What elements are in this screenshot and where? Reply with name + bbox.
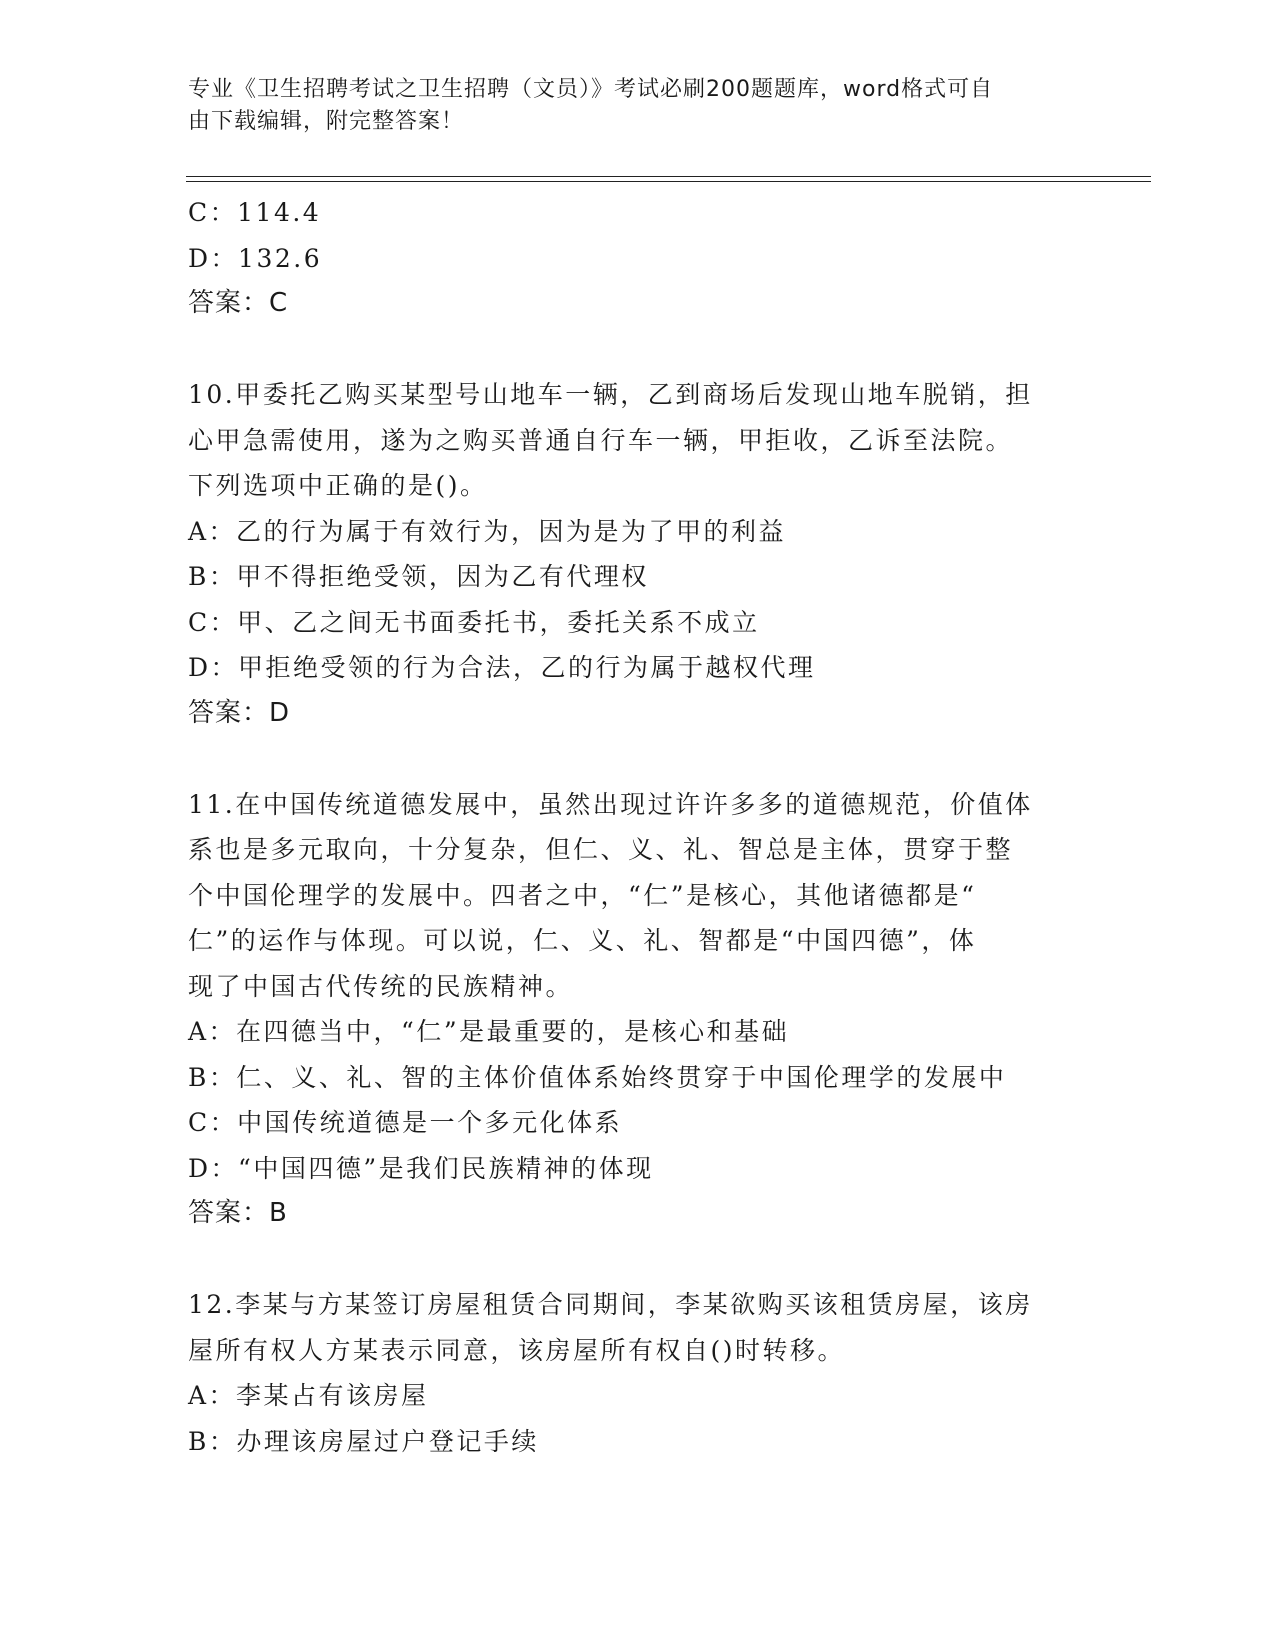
- option-d: D：132.6: [188, 243, 323, 273]
- header-line-1: 专业《卫生招聘考试之卫生招聘（文员）》考试必刷200题题库，word格式可自: [188, 77, 994, 102]
- answer-line: 答案：C: [188, 288, 289, 318]
- question-stem-line: 10.甲委托乙购买某型号山地车一辆，乙到商场后发现山地车脱销，担: [188, 380, 1033, 409]
- header-line-2: 由下载编辑，附完整答案！: [188, 109, 465, 134]
- header-rule-top: [186, 176, 1151, 177]
- question-stem-line: 12.李某与方某签订房屋租赁合同期间，李某欲购买该租赁房屋，该房: [188, 1290, 1033, 1319]
- option-d: D：甲拒绝受领的行为合法，乙的行为属于越权代理: [188, 653, 816, 682]
- header-rule-bottom: [186, 181, 1151, 182]
- answer-line: 答案：B: [188, 1198, 288, 1228]
- option-b: B：甲不得拒绝受领，因为乙有代理权: [188, 562, 649, 591]
- question-stem-line: 仁”的运作与体现。可以说，仁、义、礼、智都是“中国四德”，体: [188, 926, 977, 955]
- question-stem-line: 心甲急需使用，遂为之购买普通自行车一辆，甲拒收，乙诉至法院。: [188, 425, 1014, 455]
- document-body: [188, 190, 1088, 1464]
- spacer: [188, 1237, 1088, 1283]
- option-a: A：乙的行为属于有效行为，因为是为了甲的利益: [188, 516, 787, 546]
- option-a: A：在四德当中，“仁”是最重要的，是核心和基础: [188, 1017, 790, 1046]
- question-11: [188, 782, 1088, 1237]
- question-stem-line: 11.在中国传统道德发展中，虽然出现过许许多多的道德规范，价值体: [188, 789, 1033, 819]
- question-10: [188, 372, 1088, 736]
- option-a: A：李某占有该房屋: [188, 1381, 429, 1410]
- option-c: C：中国传统道德是一个多元化体系: [188, 1108, 623, 1137]
- option-b: B：仁、义、礼、智的主体价值体系始终贯穿于中国伦理学的发展中: [188, 1062, 1007, 1092]
- option-b: B：办理该房屋过户登记手续: [188, 1426, 539, 1456]
- option-c: C：甲、乙之间无书面委托书，委托关系不成立: [188, 607, 760, 637]
- option-d: D：“中国四德”是我们民族精神的体现: [188, 1153, 654, 1183]
- question-9-tail: [188, 190, 1088, 327]
- answer-line: 答案：D: [188, 697, 291, 728]
- question-stem-line: 下列选项中正确的是()。: [188, 471, 488, 500]
- spacer: [188, 327, 1088, 373]
- question-stem-line: 系也是多元取向，十分复杂，但仁、义、礼、智总是主体，贯穿于整: [188, 835, 1014, 864]
- option-c: C：114.4: [188, 198, 322, 227]
- page-header: [188, 74, 1088, 138]
- question-stem-line: 屋所有权人方某表示同意，该房屋所有权自()时转移。: [188, 1335, 846, 1365]
- question-stem-line: 现了中国古代传统的民族精神。: [188, 971, 574, 1001]
- question-12: [188, 1282, 1088, 1464]
- spacer: [188, 736, 1088, 782]
- question-stem-line: 个中国伦理学的发展中。四者之中，“仁”是核心，其他诸德都是“: [188, 880, 977, 910]
